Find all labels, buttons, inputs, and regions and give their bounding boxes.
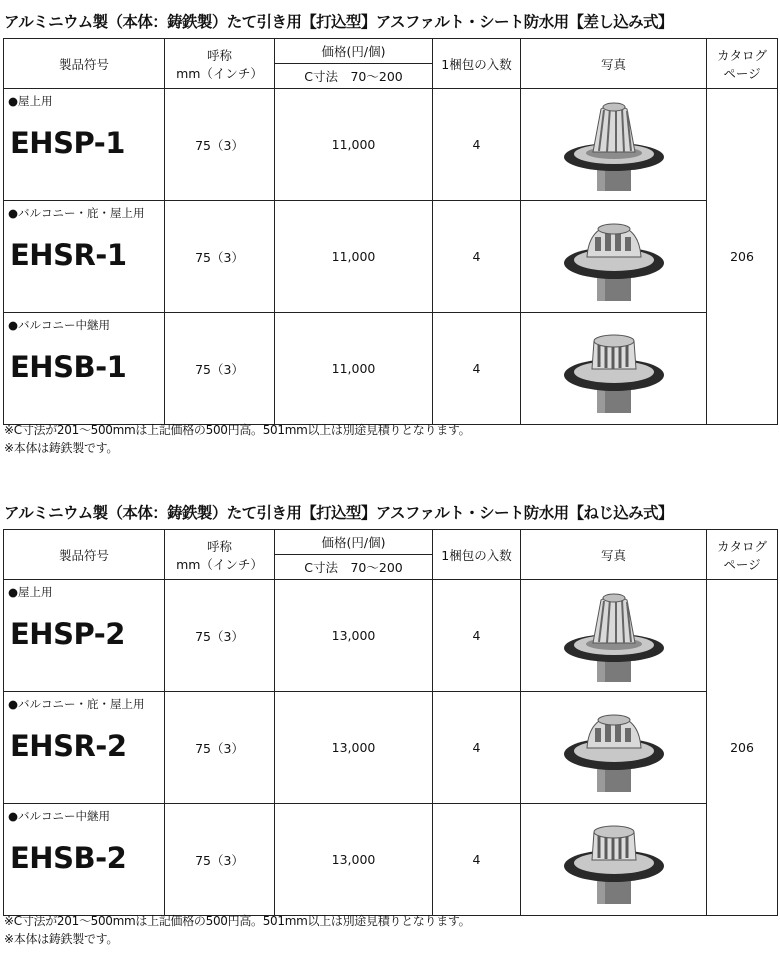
usage-label: ●バルコニー中継用 (8, 809, 111, 823)
table-row (4, 201, 778, 313)
footnote: ※本体は鋳鉄製です。 (4, 932, 119, 946)
code-cell (4, 804, 165, 916)
size-cell: 75（3） (165, 313, 275, 425)
spec-table (3, 529, 778, 916)
header-size-line2: mm（インチ） (176, 65, 263, 81)
qty-cell: 4 (433, 89, 521, 201)
photo-cell (521, 804, 707, 916)
photo-cell (521, 580, 707, 692)
photo-cell (521, 313, 707, 425)
roof-drain-cage-icon (559, 319, 669, 419)
header-code: 製品符号 (4, 39, 165, 89)
code-cell (4, 580, 165, 692)
header-size (165, 530, 275, 580)
header-size (165, 39, 275, 89)
catalog-page-cell: 206 (707, 580, 778, 916)
qty-cell: 4 (433, 580, 521, 692)
qty-cell: 4 (433, 313, 521, 425)
size-cell: 75（3） (165, 692, 275, 804)
header-pack: 1梱包の入数 (433, 39, 521, 89)
size-cell: 75（3） (165, 804, 275, 916)
product-code: EHSB-1 (10, 350, 127, 384)
size-cell: 75（3） (165, 89, 275, 201)
usage-label: ●バルコニー中継用 (8, 318, 111, 332)
usage-label: ●屋上用 (8, 94, 53, 108)
price-cell: 11,000 (275, 201, 433, 313)
qty-cell: 4 (433, 692, 521, 804)
price-cell: 11,000 (275, 89, 433, 201)
table-row (4, 804, 778, 916)
catalog-page-cell: 206 (707, 89, 778, 425)
table-row (4, 313, 778, 425)
section-title: アルミニウム製（本体：鋳鉄製）たて引き用【打込型】アスファルト・シート防水用【差し込み式】 (4, 13, 673, 31)
header-size-line1: 呼称 (206, 538, 232, 554)
usage-label: ●屋上用 (8, 585, 53, 599)
product-code: EHSP-1 (10, 126, 125, 160)
price-cell: 13,000 (275, 692, 433, 804)
header-price-sub: C寸法 70〜200 (275, 64, 433, 89)
header-photo: 写真 (521, 39, 707, 89)
photo-cell (521, 692, 707, 804)
product-code: EHSB-2 (10, 841, 127, 875)
product-code: EHSP-2 (10, 617, 125, 651)
qty-cell: 4 (433, 804, 521, 916)
spec-table (3, 38, 778, 425)
size-cell: 75（3） (165, 201, 275, 313)
usage-label: ●バルコニー・庇・屋上用 (8, 697, 145, 711)
header-catalog (707, 530, 778, 580)
table-row (4, 580, 778, 692)
header-pack: 1梱包の入数 (433, 530, 521, 580)
code-cell (4, 201, 165, 313)
roof-drain-tall-dome-icon (559, 586, 669, 686)
roof-drain-low-dome-icon (559, 207, 669, 307)
header-price-sub: C寸法 70〜200 (275, 555, 433, 580)
header-price: 価格(円/個) (275, 39, 433, 64)
header-catalog (707, 39, 778, 89)
header-price: 価格(円/個) (275, 530, 433, 555)
photo-cell (521, 89, 707, 201)
product-code: EHSR-1 (10, 238, 127, 272)
roof-drain-tall-dome-icon (559, 95, 669, 195)
code-cell (4, 313, 165, 425)
price-cell: 11,000 (275, 313, 433, 425)
header-catalog-line1: カタログ (716, 47, 767, 63)
section-title: アルミニウム製（本体：鋳鉄製）たて引き用【打込型】アスファルト・シート防水用【ねじ込み式】 (4, 504, 673, 522)
header-catalog-line2: ページ (723, 65, 761, 81)
header-catalog-line1: カタログ (716, 538, 767, 554)
header-photo: 写真 (521, 530, 707, 580)
table-row (4, 692, 778, 804)
size-cell: 75（3） (165, 580, 275, 692)
usage-label: ●バルコニー・庇・屋上用 (8, 206, 145, 220)
photo-cell (521, 201, 707, 313)
code-cell (4, 692, 165, 804)
qty-cell: 4 (433, 201, 521, 313)
footnote: ※C寸法が201〜500mmは上記価格の500円高。501mm以上は別途見積りとなります。 (4, 914, 471, 928)
footnote: ※C寸法が201〜500mmは上記価格の500円高。501mm以上は別途見積りとなります。 (4, 423, 471, 437)
header-catalog-line2: ページ (723, 556, 761, 572)
table-row (4, 89, 778, 201)
roof-drain-cage-icon (559, 810, 669, 910)
code-cell (4, 89, 165, 201)
footnote: ※本体は鋳鉄製です。 (4, 441, 119, 455)
roof-drain-low-dome-icon (559, 698, 669, 798)
price-cell: 13,000 (275, 804, 433, 916)
price-cell: 13,000 (275, 580, 433, 692)
product-code: EHSR-2 (10, 729, 127, 763)
header-size-line1: 呼称 (206, 47, 232, 63)
header-size-line2: mm（インチ） (176, 556, 263, 572)
header-code: 製品符号 (4, 530, 165, 580)
